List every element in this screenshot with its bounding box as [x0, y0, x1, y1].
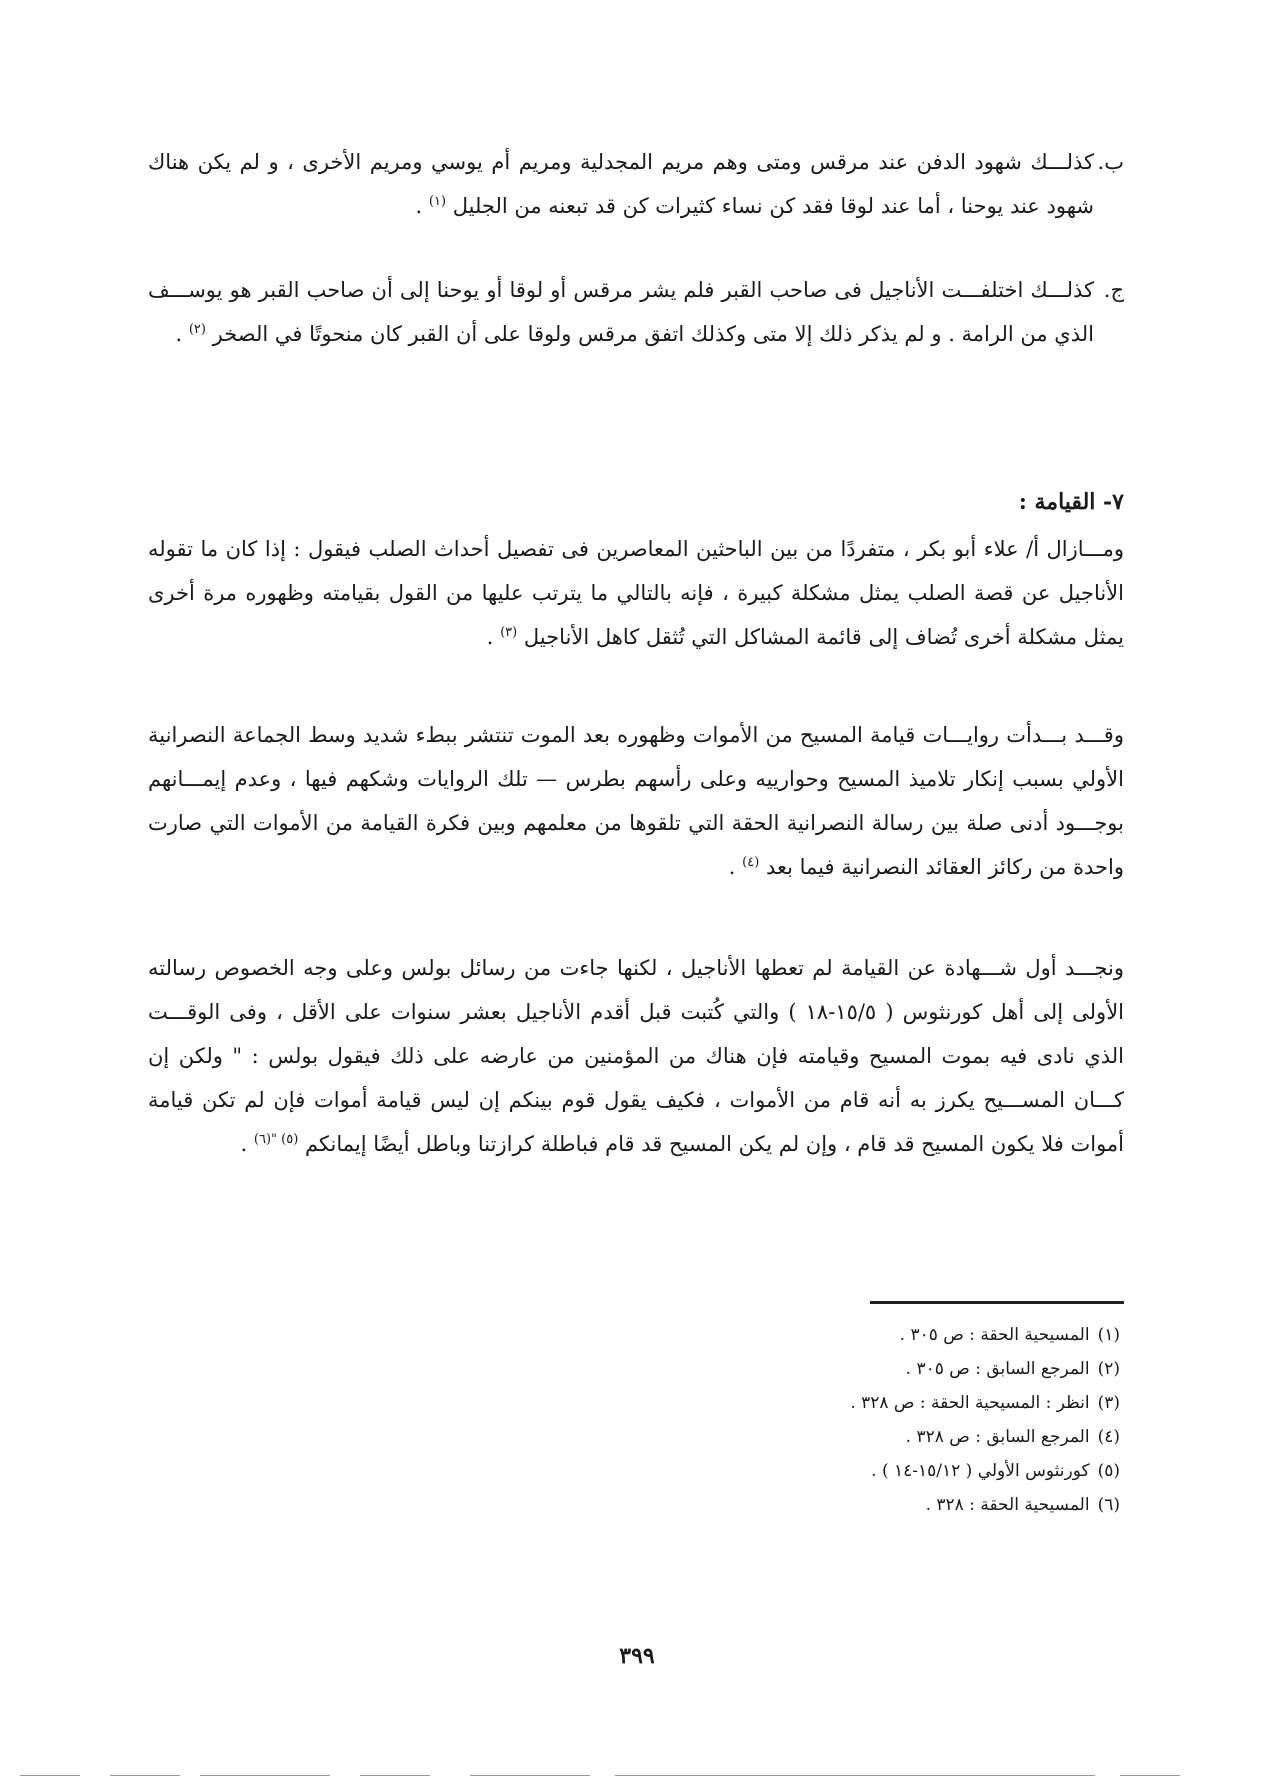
list-item-j: [148, 268, 1124, 356]
footnote: [600, 1488, 1120, 1522]
paragraph: [148, 527, 1124, 659]
scan-artifact-line: [1120, 1775, 1180, 1776]
paragraph: [148, 713, 1124, 889]
footnote-text: المرجع السابق : ص ٣٢٨ .: [905, 1427, 1090, 1447]
footnote-ref: (٤): [742, 855, 760, 870]
footnote: [600, 1318, 1120, 1352]
footnote-ref: (٥) "(٦): [253, 1132, 299, 1147]
footnote-text: المرجع السابق : ص ٣٠٥ .: [905, 1359, 1090, 1379]
list-marker: ج.: [1103, 278, 1124, 302]
footnotes-list: [600, 1318, 1120, 1522]
page-number: ٣٩٩: [619, 1643, 655, 1669]
footnote-number: (٤): [1097, 1427, 1120, 1447]
footnote: [600, 1454, 1120, 1488]
footnote-text: كورنثوس الأولي ( ١٥/١٢-١٤ ) .: [871, 1461, 1090, 1481]
scan-artifact-line: [20, 1775, 80, 1776]
footnote-ref: (١): [428, 194, 447, 209]
list-item-b: [148, 140, 1124, 228]
footnote-number: (٢): [1097, 1359, 1120, 1379]
scan-artifact-line: [200, 1775, 330, 1776]
list-item-text: كذلـــك اختلفـــت الأناجيل فى صاحب القبر فلم يشر مرقس أو لوقا أو يوحنا إلى أن صاحب القبر هو يوســـف الذي من الرامة . و لم يذكر ذلك إلا متى وكذلك اتفق مرقس ولوقا على أن القبر كان منحوتًا في الصخر $^{(٢)}$ .: [148, 278, 1094, 346]
paragraph-text: وقـــد بـــدأت روايـــات قيامة المسيح من الأموات وظهوره بعد الموت تنتشر ببطء شديد وسط الجماعة النصرانية الأولي بسبب إنكار تلاميذ المسيح وحوارييه وعلى رأسهم بطرس — تلك الروايات وشكهم فيها ، وعدم إيمـــانهم بوجـــود أدنى صلة بين رسالة النصرانية الحقة التي تلقوها من معلمهم وبين فكرة القيامة من الأموات التي صارت واحدة من ركائز العقائد النصرانية فيما بعد $^{(٤)}$ .: [148, 723, 1124, 879]
footnote-ref: (٣): [500, 625, 518, 640]
scan-artifact-line: [360, 1775, 430, 1776]
section-heading: ٧- القيامة :: [1018, 489, 1124, 515]
footnote: [600, 1352, 1120, 1386]
footnote-number: (١): [1097, 1325, 1120, 1345]
scan-artifact-line: [110, 1775, 180, 1776]
footnote-number: (٣): [1097, 1393, 1120, 1413]
footnote-text: انظر : المسيحية الحقة : ص ٣٢٨ .: [850, 1393, 1090, 1413]
paragraph: [148, 946, 1124, 1166]
footnote-text: المسيحية الحقة : ص ٣٠٥ .: [899, 1325, 1090, 1345]
scan-artifact-line: [470, 1775, 590, 1776]
footnote: [600, 1386, 1120, 1420]
footnote-number: (٥): [1097, 1461, 1120, 1481]
scan-artifact-line: [615, 1775, 1095, 1776]
paragraph-text: ونجـــد أول شـــهادة عن القيامة لم تعطها الأناجيل ، لكنها جاءت من رسائل بولس وعلى وجه الخصوص رسالته الأولى إلى أهل كورنثوس ( ١٥/٥-١٨ ) والتي كُتبت قبل أقدم الأناجيل بعشر سنوات على الأقل ، وفى الوقـــت الذي نادى فيه بموت المسيح وقيامته فإن هناك من المؤمنين من عارضه على ذلك فيقول بولس : " ولكن إن كـــان المســـيح يكرز به أنه قام من الأموات ، فكيف يقول قوم بينكم إن ليس قيامة أموات فإن لم تكن قيامة أموات فلا يكون المسيح قد قام ، وإن لم يكن المسيح قد قام فباطلة كرازتنا وباطل أيضًا إيمانكم $^{(٥) "(٦)}$ .: [148, 956, 1125, 1156]
footnote: [600, 1420, 1120, 1454]
footnote-text: المسيحية الحقة : ٣٢٨ .: [925, 1495, 1090, 1515]
list-marker: ب.: [1097, 150, 1124, 174]
footnote-ref: (٢): [188, 322, 206, 337]
list-item-text: كذلـــك شهود الدفن عند مرقس ومتى وهم مريم المجدلية ومريم أم يوسي ومريم الأخرى ، و لم يكن هناك شهود عند يوحنا ، أما عند لوقا فقد كن نساء كثيرات كن قد تبعنه من الجليل $^{(١)}$ .: [148, 150, 1094, 218]
paragraph-text: ومـــازال أ/ علاء أبو بكر ، متفردًا من بين الباحثين المعاصرين فى تفصيل أحداث الصلب فيقول : إذا كان ما تقوله الأناجيل عن قصة الصلب يمثل مشكلة كبيرة ، فإنه بالتالي ما يترتب عليها من القول بقيامته وظهوره مرة أخرى يمثل مشكلة أخرى تُضاف إلى قائمة المشاكل التي تُثقل كاهل الأناجيل $^{(٣)}$ .: [148, 537, 1124, 649]
footnote-separator: [870, 1301, 1124, 1304]
footnote-number: (٦): [1097, 1495, 1120, 1515]
